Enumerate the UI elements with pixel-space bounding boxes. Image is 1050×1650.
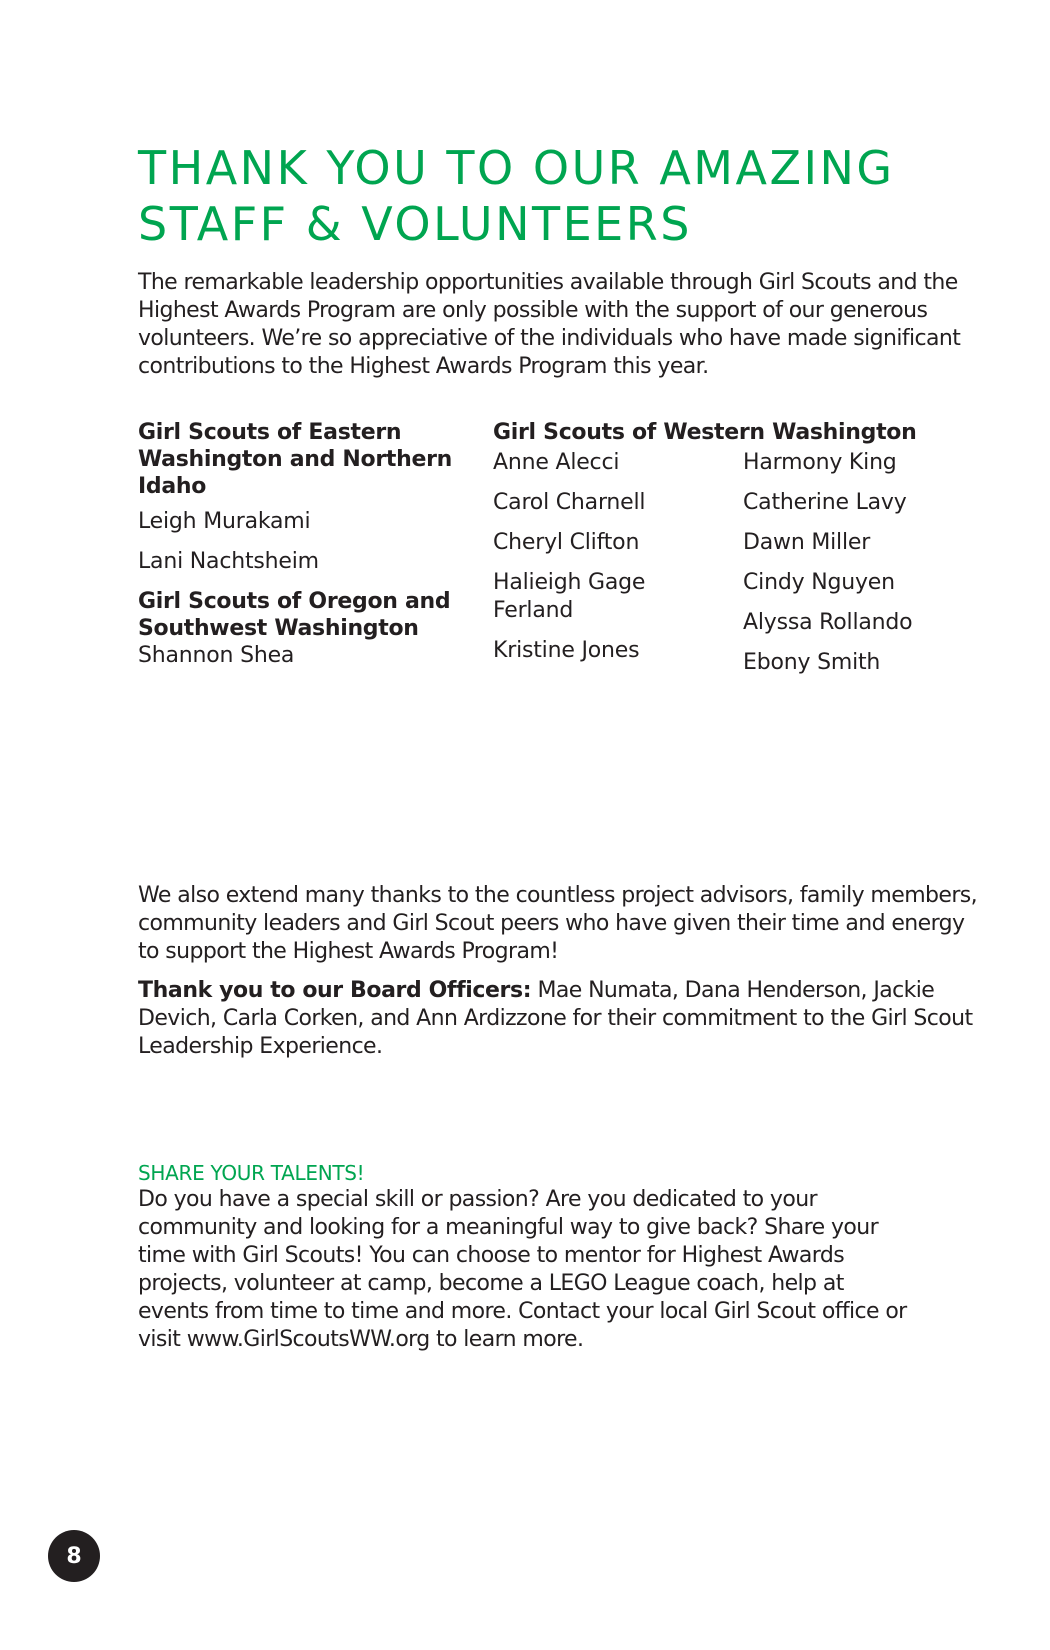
volunteer-name: Alyssa Rollando — [743, 610, 913, 635]
share-talents-heading: SHARE YOUR TALENTS! — [138, 1161, 365, 1185]
board-officers-label: Thank you to our Board Officers: — [138, 978, 532, 1003]
right-column — [493, 419, 993, 689]
eastern-heading: Girl Scouts of Eastern Washington and Northern Idaho — [138, 420, 452, 499]
western-names — [493, 449, 993, 689]
volunteer-name: Leigh Murakami — [138, 509, 311, 534]
share-talents-paragraph: Do you have a special skill or passion? Are you dedicated to your community and looking for a meaningful way to give back? Share your time with Girl Scouts! You can choose to mentor for Highest Awards projects, volunteer at camp, become a LEGO League coach, help at events from time to time and more. Contact your local Girl Scout office or visit www.GirlScoutsWW.org to learn more. — [138, 1187, 907, 1352]
volunteer-name: Ebony Smith — [743, 650, 881, 675]
page-number-badge: 8 — [48, 1530, 100, 1582]
western-heading: Girl Scouts of Western Washington — [493, 420, 917, 445]
western-names-col-2 — [743, 449, 993, 689]
volunteer-name: Kristine Jones — [493, 638, 640, 663]
volunteer-name: Cindy Nguyen — [743, 570, 895, 595]
eastern-group — [138, 419, 468, 576]
board-officers-paragraph — [138, 977, 978, 1061]
volunteer-name: Shannon Shea — [138, 643, 295, 668]
page-title — [138, 140, 998, 252]
volunteer-name: Carol Charnell — [493, 490, 646, 515]
left-column — [138, 419, 468, 670]
volunteer-name: Anne Alecci — [493, 450, 620, 475]
board-officers-text: Mae Numata, Dana Henderson, Jackie Devich, Carla Corken, and Ann Ardizzone for their commitment to the Girl Scout Leadership Experience. — [138, 978, 973, 1059]
oregon-group — [138, 588, 468, 670]
volunteer-name: Harmony King — [743, 450, 897, 475]
volunteer-name: Catherine Lavy — [743, 490, 907, 515]
volunteer-name: Lani Nachtsheim — [138, 549, 319, 574]
intro-paragraph: The remarkable leadership opportunities available through Girl Scouts and the Highest Awards Program are only possible with the support of our generous volunteers. We’re so appreciative of the individuals who have made significant contributions to the Highest Awards Program this year. — [138, 270, 961, 379]
oregon-heading: Girl Scouts of Oregon and Southwest Washington — [138, 589, 451, 641]
page-title-line-1: THANK YOU TO OUR AMAZING — [138, 141, 895, 195]
volunteer-name: Cheryl Clifton — [493, 530, 640, 555]
page-title-line-2: STAFF & VOLUNTEERS — [138, 197, 692, 251]
volunteer-name: Dawn Miller — [743, 530, 871, 555]
western-names-col-1 — [493, 449, 743, 689]
volunteer-name: Halieigh Gage Ferland — [493, 570, 646, 623]
eastern-names — [138, 508, 468, 576]
thanks-paragraph: We also extend many thanks to the countless project advisors, family members, community leaders and Girl Scout peers who have given their time and energy to support the Highest Awards Program! — [138, 883, 978, 964]
